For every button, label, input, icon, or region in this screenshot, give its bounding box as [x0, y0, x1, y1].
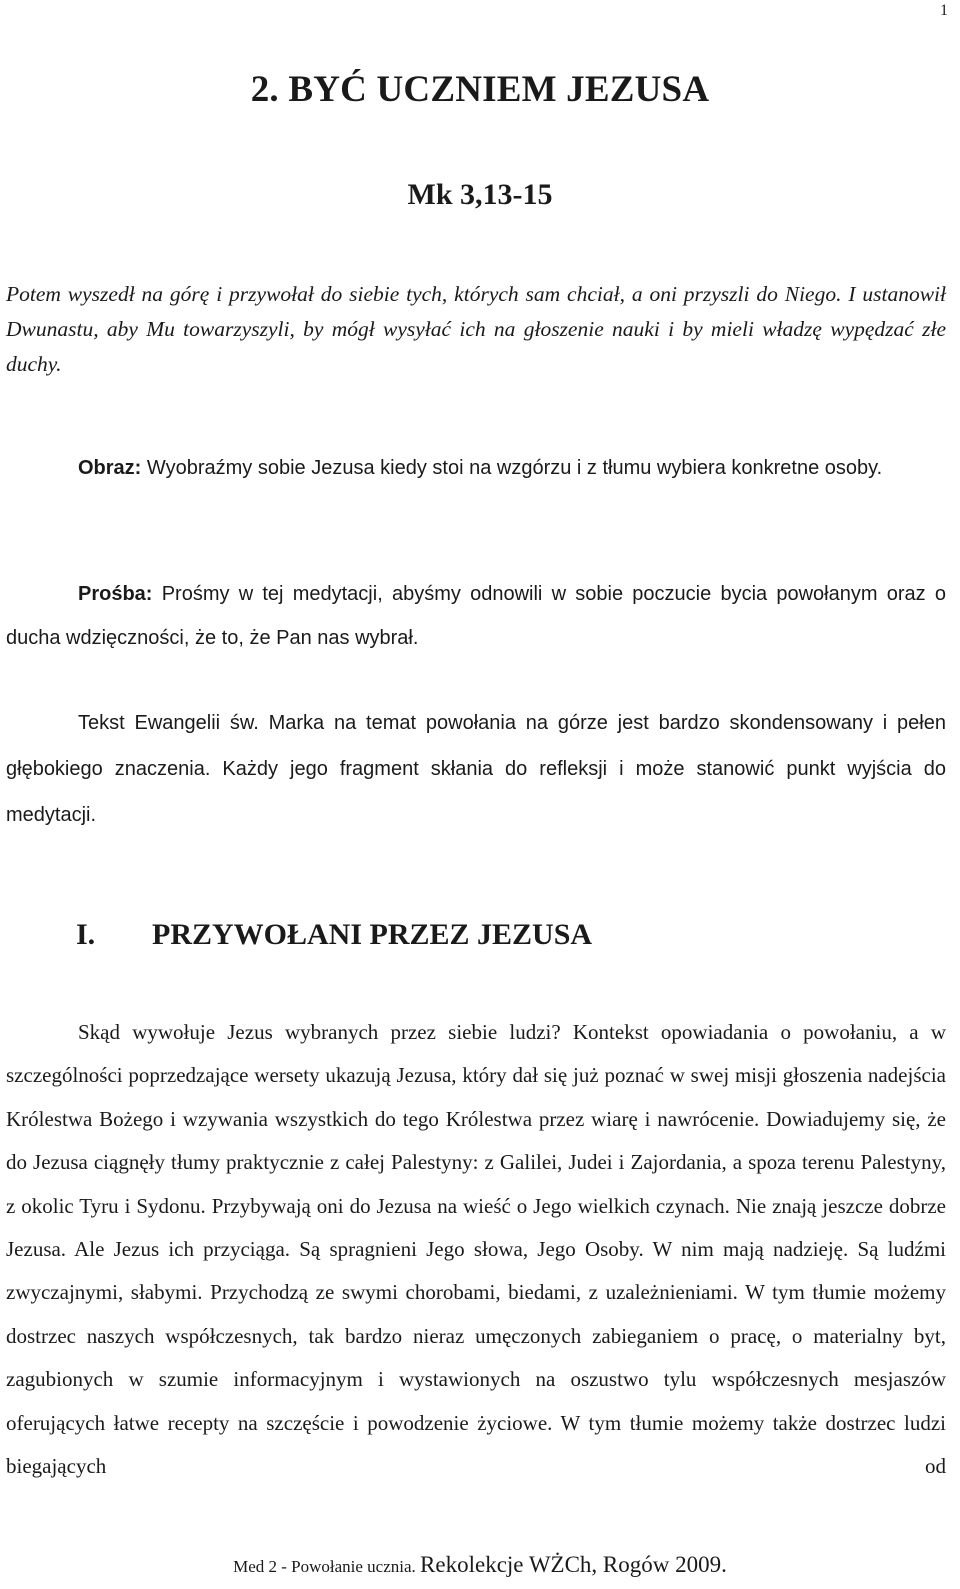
prosba-label: Prośba: [78, 583, 153, 605]
scripture-reference: Mk 3,13-15 [407, 178, 553, 211]
scripture-quote: Potem wyszedł na górę i przywołał do siebie tych, których sam chciał, a oni przyszli do Niego. I ustanowił Dwunastu, aby Mu towarzyszyli, by mógł wysyłać ich na głoszenie nauki i by mieli władzę wypędzać złe duchy. [6, 282, 946, 376]
prosba-text: Prośmy w tej medytacji, abyśmy odnowili w sobie poczucie bycia powołanym oraz o ducha wdzięczności, że to, że Pan nas wybrał. [6, 583, 946, 649]
page-footer [0, 1552, 960, 1578]
section-body: Skąd wywołuje Jezus wybranych przez siebie ludzi? Kontekst opowiadania o powołaniu, a w szczególności poprzedzające wersety ukazują Jezusa, który dał się już poznać w swej misji głoszenia nadejścia Królestwa Bożego i wzywania wszystkich do tego Królestwa przez wiarę i nawrócenie. Dowiadujemy się, że do Jezusa ciągnęły tłumy praktycznie z całej Palestyny: z Galilei, Judei i Zajordania, a spoza terenu Palestyny, z okolic Tyru i Sydonu. Przybywają oni do Jezusa na wieść o Jego wielkich czynach. Nie znają jeszcze dobrze Jezusa. Ale Jezus ich przyciąga. Są spragnieni Jego słowa, Jego Osoby. W nim mają nadzieję. Są ludźmi zwyczajnymi, słabymi. Przychodzą ze swymi chorobami, biedami, z uzależnieniami. W tym tłumie możemy dostrzec naszych współczesnych, tak bardzo nieraz umęczonych zabieganiem o pracę, o materialny byt, zagubionych w szumie informacyjnym i wystawionych na oszustwo tylu współczesnych mesjaszów oferujących łatwe recepty na szczęście i powodzenie życiowe. W tym tłumie możemy także dostrzec ludzi biegających od [6, 1020, 946, 1479]
page-title: 2. BYĆ UCZNIEM JEZUSA [250, 69, 710, 110]
gospel-intro-paragraph: Tekst Ewangelii św. Marka na temat powołania na górze jest bardzo skondensowany i pełen głębokiego znaczenia. Każdy jego fragment skłania do refleksji i może stanowić punkt wyjścia do medytacji. [6, 712, 946, 826]
obraz-paragraph [6, 446, 946, 490]
section-title: PRZYWOŁANI PRZEZ JEZUSA [152, 918, 593, 951]
footer-retreat: Rekolekcje WŻCh, Rogów 2009. [420, 1552, 727, 1577]
prosba-paragraph [6, 572, 946, 660]
obraz-label: Obraz: [78, 457, 142, 479]
footer-meditation: Med 2 - Powołanie ucznia. [233, 1557, 416, 1576]
section-heading [76, 918, 592, 952]
section-number: I. [76, 918, 96, 951]
page-number: 1 [940, 2, 948, 19]
obraz-text: Wyobraźmy sobie Jezusa kiedy stoi na wzgórzu i z tłumu wybiera konkretne osoby. [146, 457, 883, 479]
